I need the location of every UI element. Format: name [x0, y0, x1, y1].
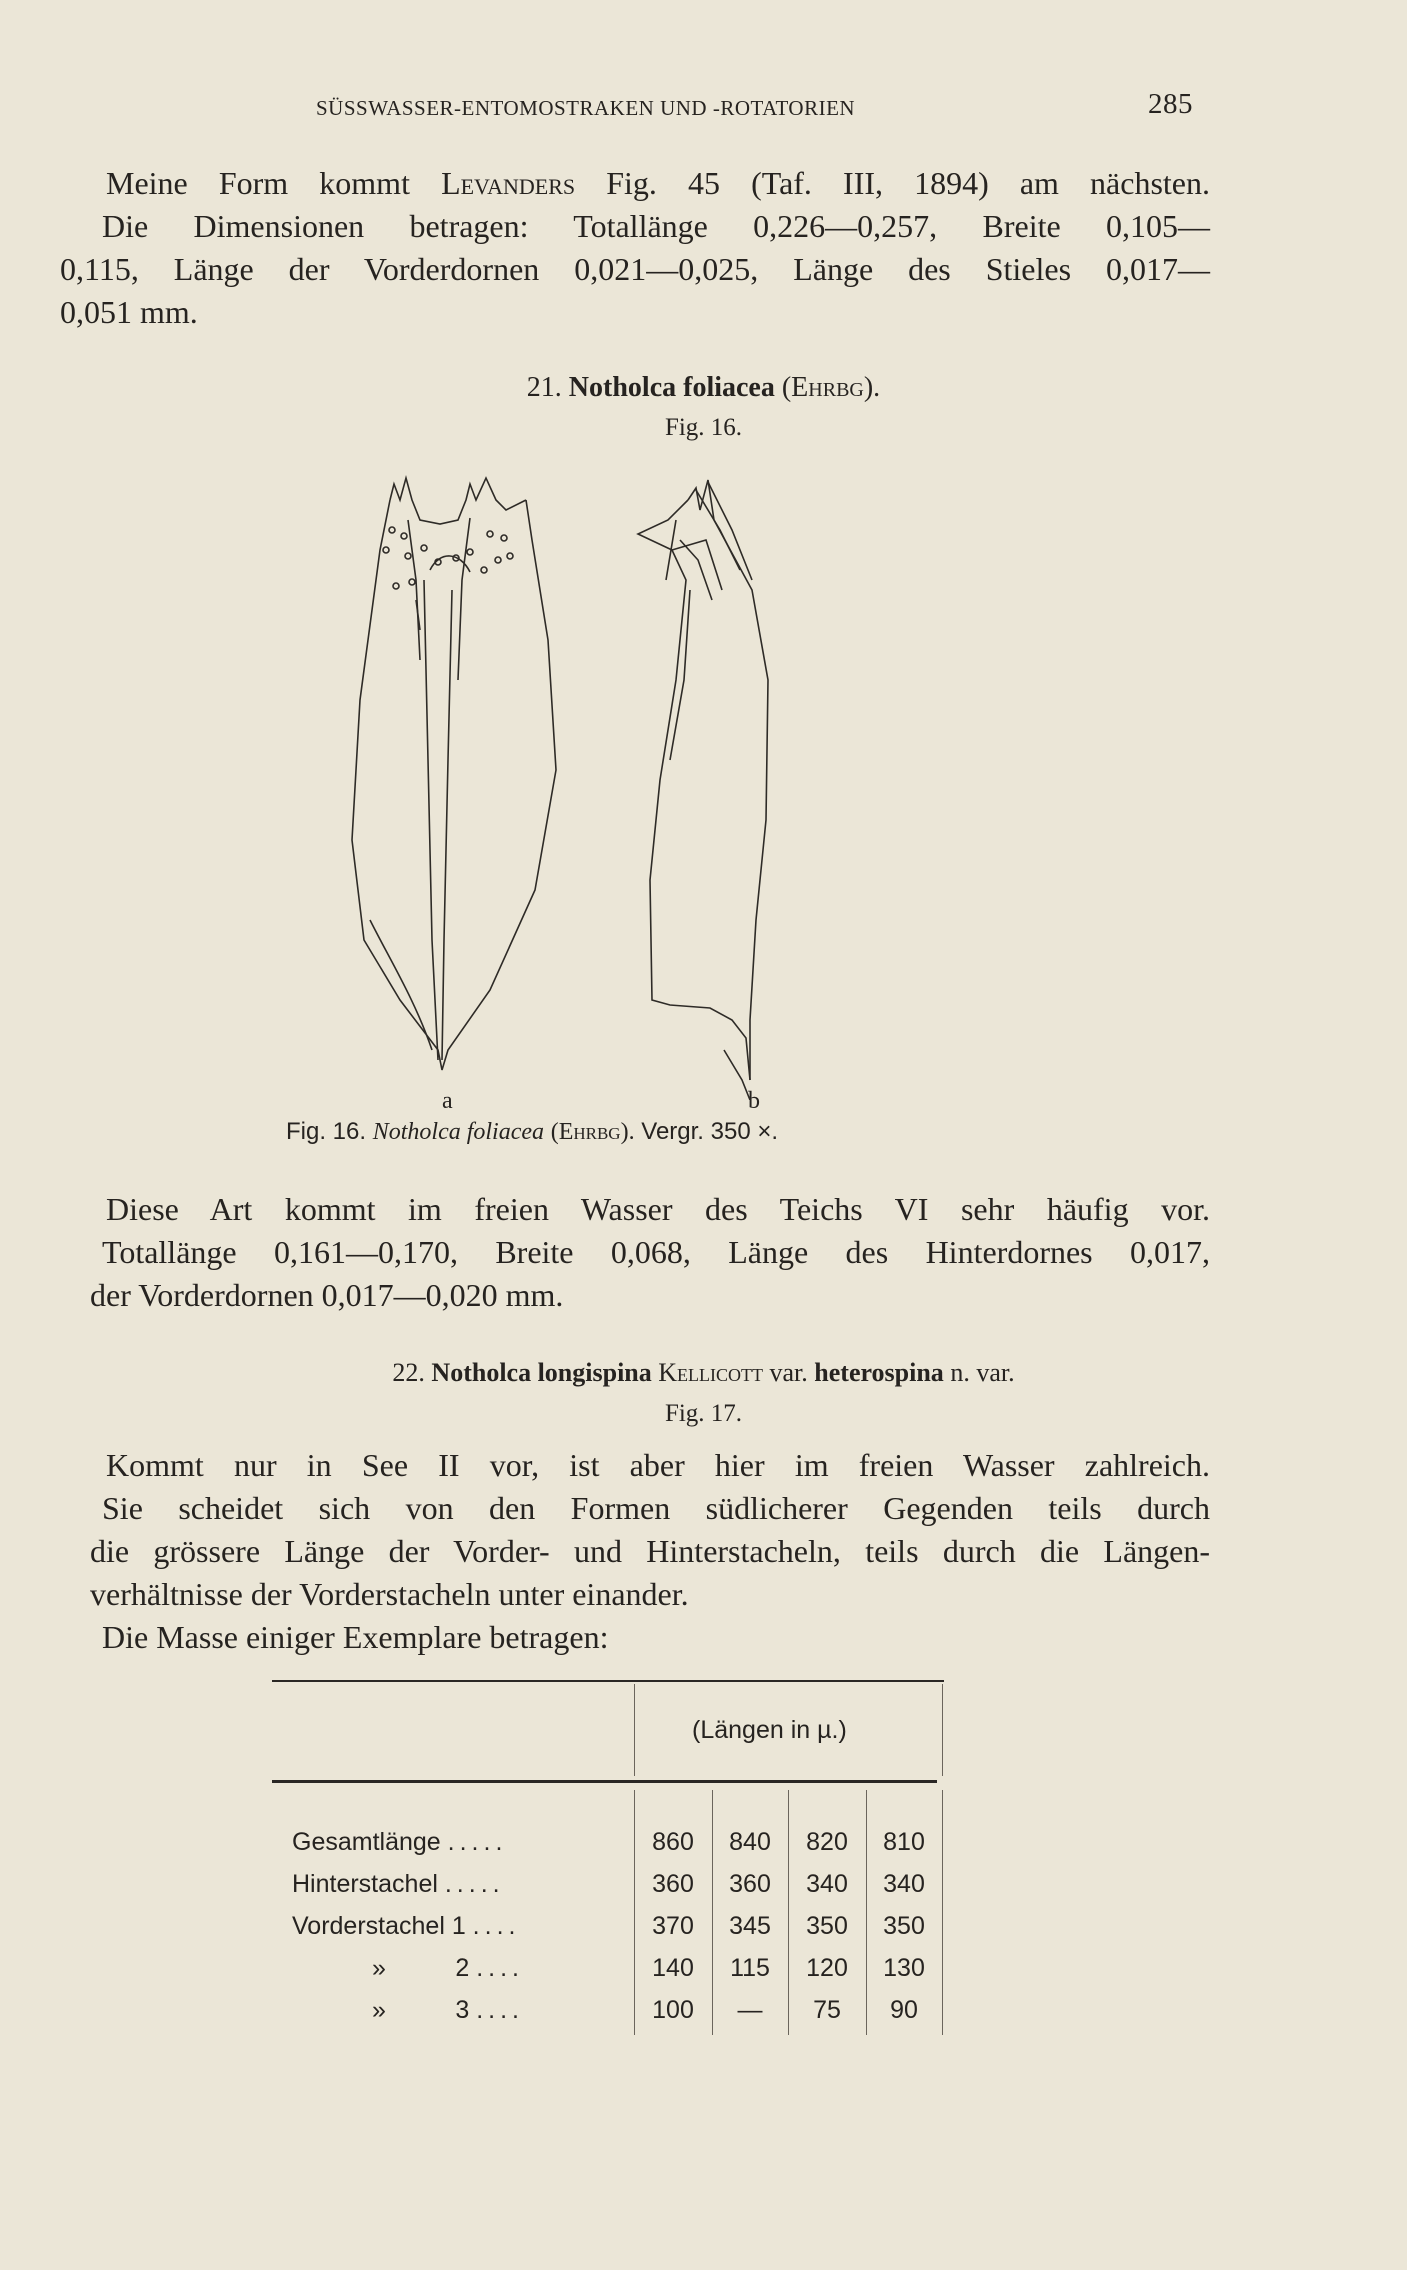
table-vrule — [942, 1684, 943, 1776]
figure-16-drawing — [320, 460, 940, 1100]
table-cell: 350 — [883, 1912, 925, 1940]
leader-dots: .... — [476, 1996, 525, 2024]
table-vrule — [866, 1790, 867, 2035]
table-cell: 820 — [806, 1828, 848, 1856]
author-levander: Levanders — [441, 165, 576, 201]
row-label-text: Gesamtlänge — [292, 1828, 441, 1856]
caption-magnification: Vergr. 350 ×. — [641, 1118, 779, 1145]
notholca-drawing-b — [638, 480, 768, 1100]
table-vrule — [634, 1684, 635, 1776]
table-cell: 340 — [806, 1870, 848, 1898]
paragraph-3 — [90, 1444, 1210, 1659]
caption-author: (Ehrbg). — [550, 1119, 635, 1145]
leader-dots: .... — [476, 1954, 525, 1982]
table-cell: 350 — [806, 1912, 848, 1940]
fig-17-label: Fig. 17. — [664, 1400, 743, 1427]
paragraph-3-line-5: Die Masse einiger Exemplare betragen: — [102, 1619, 609, 1655]
table-vrule — [942, 1790, 943, 2035]
fig-16-label: Fig. 16. — [664, 414, 743, 441]
section-number: 21. — [526, 372, 562, 403]
section-21-heading — [0, 372, 1407, 404]
paragraph-2-line-3: der Vorderdornen 0,017—0,020 mm. — [90, 1277, 564, 1313]
paragraph-1-line-3: 0,115, Länge der Vorderdornen 0,021—0,025, Länge des Stieles 0,017— — [60, 251, 1210, 287]
variety-name: heterospina — [814, 1358, 944, 1387]
table-cell: 360 — [729, 1870, 771, 1898]
paragraph-1-line-1 — [102, 162, 1210, 205]
caption-fig-number: Fig. 16. — [286, 1118, 367, 1145]
table-header-rule — [272, 1780, 937, 1783]
table-header: (Längen in µ.) — [692, 1716, 847, 1744]
row-label-text: » 2 — [372, 1954, 470, 1982]
fig-letter-a: a — [442, 1088, 453, 1114]
row-label-text: » 3 — [372, 1996, 470, 2024]
row-label-text: Vorderstachel 1 — [292, 1912, 466, 1940]
table-cell: 860 — [652, 1828, 694, 1856]
section-number: 22. — [392, 1358, 425, 1387]
paragraph-2-line-2: Totallänge 0,161—0,170, Breite 0,068, Länge des Hinterdornes 0,017, — [102, 1234, 1210, 1270]
running-title: SÜSSWASSER-ENTOMOSTRAKEN UND -ROTATORIEN — [316, 96, 856, 120]
paragraph-2 — [90, 1188, 1210, 1317]
table-cell: 140 — [652, 1954, 694, 1982]
table-cell: 360 — [652, 1870, 694, 1898]
table-cell: 90 — [890, 1996, 918, 2024]
table-top-rule — [272, 1680, 944, 1682]
table-cell: 100 — [652, 1996, 694, 2024]
table-cell: 370 — [652, 1912, 694, 1940]
leader-dots: .... — [472, 1912, 521, 1940]
table-cell: 840 — [729, 1828, 771, 1856]
text-run: Fig. 45 (Taf. III, 1894) am nächsten. — [575, 165, 1211, 201]
notholca-drawing-a — [352, 478, 556, 1070]
table-cell: 75 — [813, 1996, 841, 2024]
leader-dots: ..... — [444, 1870, 505, 1898]
caption-species: Notholca foliacea — [372, 1119, 545, 1145]
table-cell: 810 — [883, 1828, 925, 1856]
row-label-text: Hinterstachel — [292, 1870, 438, 1898]
table-cell: 115 — [730, 1954, 770, 1982]
variety-label: var. — [769, 1358, 808, 1387]
page-header — [0, 88, 1407, 128]
paragraph-1 — [60, 162, 1211, 334]
table-cell: 120 — [806, 1954, 848, 1982]
paragraph-1-line-2: Die Dimensionen betragen: Totallänge 0,226—0,257, Breite 0,105— — [102, 208, 1210, 244]
table-cell: 345 — [729, 1912, 771, 1940]
table-cell: — — [737, 1996, 763, 2024]
table-cell: 340 — [883, 1870, 925, 1898]
fig-letter-b: b — [748, 1088, 760, 1114]
species-author: Kellicott — [658, 1358, 764, 1387]
species-name: Notholca longispina — [431, 1358, 652, 1387]
species-author: (Ehrbg). — [781, 372, 881, 403]
paragraph-3-line-1: Kommt nur in See II vor, ist aber hier im freien Wasser zahlreich. — [106, 1447, 1210, 1483]
species-name: Notholca foliacea — [568, 372, 775, 403]
figure-16-caption — [286, 1118, 778, 1146]
leader-dots: ..... — [447, 1828, 508, 1856]
paragraph-3-line-3: die grössere Länge der Vorder- und Hinterstacheln, teils durch die Längen- — [90, 1533, 1210, 1569]
measurements-table — [272, 1680, 942, 2040]
text-run: Meine Form kommt — [106, 165, 442, 201]
paragraph-3-line-2: Sie scheidet sich von den Formen südlicherer Gegenden teils durch — [102, 1490, 1210, 1526]
section-22-heading — [0, 1358, 1407, 1388]
table-cell: 130 — [883, 1954, 925, 1982]
paragraph-1-line-4: 0,051 mm. — [60, 294, 198, 330]
page-number: 285 — [1148, 88, 1193, 120]
variety-suffix: n. var. — [950, 1358, 1015, 1387]
paragraph-2-line-1: Diese Art kommt im freien Wasser des Teichs VI sehr häufig vor. — [106, 1191, 1210, 1227]
paragraph-3-line-4: verhältnisse der Vorderstacheln unter einander. — [90, 1576, 689, 1612]
